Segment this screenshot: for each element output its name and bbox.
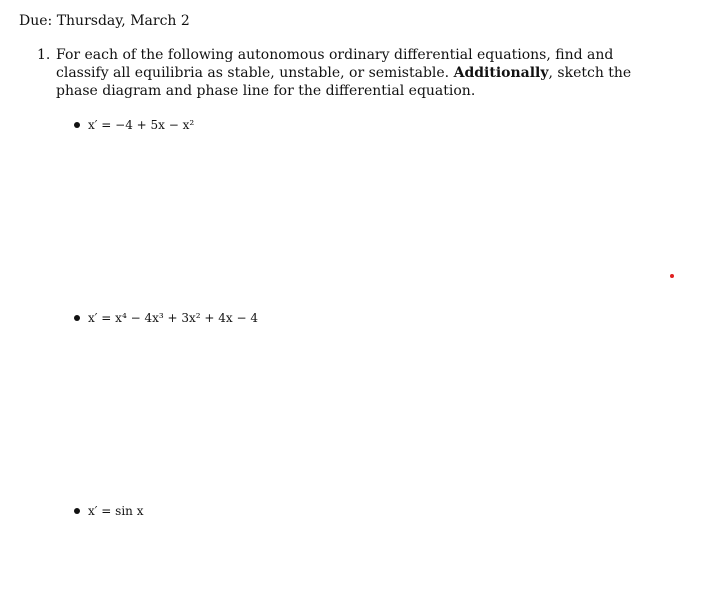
equation-item-1 bbox=[74, 117, 194, 133]
bullet-icon bbox=[74, 122, 80, 128]
problem-text-before: For each of the following autonomous ordinary differential equations, find and classify all equilibria as stable, unstable, or semistable. bbox=[56, 47, 614, 81]
equation-3: x′ = sin x bbox=[88, 504, 144, 518]
equation-2: x′ = x⁴ − 4x³ + 3x² + 4x − 4 bbox=[88, 311, 258, 325]
problem-number: 1. bbox=[37, 47, 51, 63]
red-marker-dot-icon bbox=[670, 274, 674, 278]
equation-item-3 bbox=[74, 503, 143, 519]
equation-1: x′ = −4 + 5x − x² bbox=[88, 118, 195, 132]
due-date: Due: Thursday, March 2 bbox=[19, 13, 190, 29]
problem-statement bbox=[56, 46, 646, 100]
problem-emphasis: Additionally bbox=[453, 65, 549, 81]
problem-text-after: , sketch the phase diagram and phase line for the differential equation. bbox=[56, 65, 632, 99]
equation-item-2 bbox=[74, 310, 258, 326]
bullet-icon bbox=[74, 315, 80, 321]
bullet-icon bbox=[74, 508, 80, 514]
